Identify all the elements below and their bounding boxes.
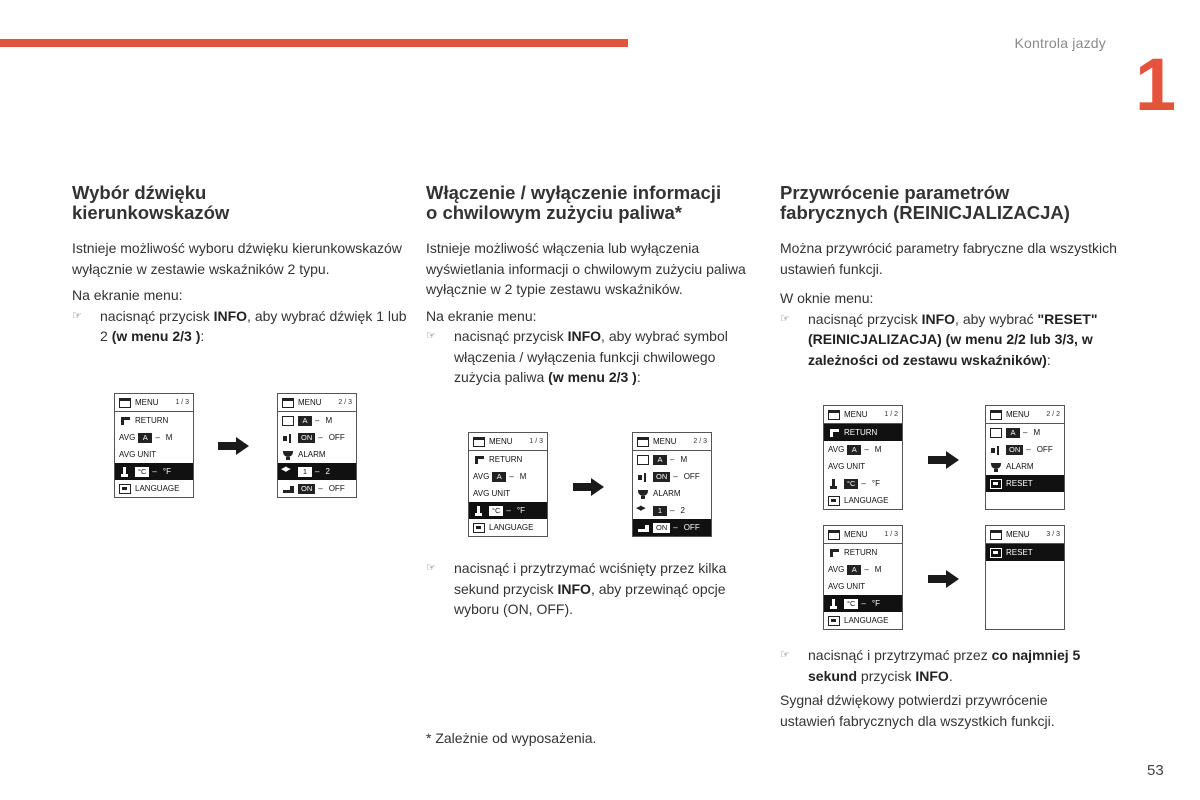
instruction-bullet: ☞ nacisnąć przycisk INFO, aby wybrać symbol włączenia / wyłączenia funkcji chwilowego zużycia paliwa (w menu 2/3 ): — [426, 328, 728, 385]
instruction-bullet-hold: ☞ nacisnąć i przytrzymać wciśnięty przez kilka sekund przycisk INFO, aby przewinąć opcje wyboru (ON, OFF). — [426, 560, 727, 617]
column-heading: Przywrócenie parametrów fabrycznych (REINICJALIZACJA) — [780, 182, 1070, 223]
intro-text: Istnieje możliwość wyboru dźwięku kierunkowskazów wyłącznie w zestawie wskaźników 2 typu. — [72, 240, 402, 277]
fuel-icon — [990, 428, 1002, 438]
intro-text: Istnieje możliwość włączenia lub wyłączenia wyświetlania informacji o chwilowym zużyciu paliwa wyłącznie w 2 typie zestawu wskaźników. — [426, 240, 746, 297]
display-screen-menu-1-2: MENU 1 / 2 RETURN AVG A – M AVG UNIT °C – °F LANGUAGE — [823, 405, 903, 510]
column-heading: Włączenie / wyłączenie informacji o chwilowym zużyciu paliwa* — [426, 182, 722, 223]
instruction-bullet: ☞ nacisnąć przycisk INFO, aby wybrać dźwięk 1 lub 2 (w menu 2/3 ): — [72, 307, 407, 344]
return-icon — [828, 428, 840, 438]
fuel-icon — [637, 455, 649, 465]
thermometer-icon — [828, 599, 840, 609]
fuel-icon — [282, 416, 294, 426]
top-accent-bar — [0, 39, 628, 47]
consumption-icon — [282, 484, 294, 494]
return-icon — [828, 548, 840, 558]
column-instant-consumption — [426, 183, 766, 388]
display-screen-menu-3-3: MENU 3 / 3 RESET — [985, 525, 1065, 630]
pointing-hand-icon: ☞ — [426, 330, 436, 342]
language-icon — [828, 496, 840, 506]
reset-icon — [990, 548, 1002, 558]
menu-icon — [990, 410, 1002, 420]
thermometer-icon — [473, 506, 485, 516]
display-screen-menu-2-3: MENU 2 / 3 A – M ON – OFF ALARM ◀▶ 1 – 2 ON – OFF — [632, 432, 712, 537]
display-screen-menu-2-2: MENU 2 / 2 A – M ON – OFF ALARM RESET — [985, 405, 1065, 510]
screen-label: Na ekranie menu: — [426, 307, 537, 324]
alarm-icon — [990, 462, 1002, 472]
instruction-bullet-hold: ☞ nacisnąć i przytrzymać przez co najmniej 5 sekund przycisk INFO. — [780, 647, 1081, 684]
column-heading: Wybór dźwięku kierunkowskazów — [72, 182, 230, 223]
display-screen-menu-1-3: MENU 1 / 3 RETURN AVG A – M AVG UNIT °C – °F LANGUAGE — [823, 525, 903, 630]
footnote: * Zależnie od wyposażenia. — [426, 730, 597, 746]
display-screen-menu-2-3: MENU 2 / 3 A – M ON – OFF ALARM ◀▶ 1 – 2 ON – OFF — [277, 393, 357, 498]
right-arrow-icon — [218, 437, 250, 455]
intro-text: Można przywrócić parametry fabryczne dla wszystkich ustawień funkcji. — [780, 240, 1117, 277]
screen-label: W oknie menu: — [780, 290, 874, 306]
right-arrow-icon — [928, 570, 960, 588]
thermometer-icon — [119, 467, 131, 477]
language-icon — [119, 484, 131, 494]
right-arrow-icon — [928, 451, 960, 469]
turn-signal-icon — [282, 467, 294, 477]
thermometer-icon — [828, 479, 840, 489]
menu-icon — [473, 437, 485, 447]
return-icon — [119, 416, 131, 426]
return-icon — [473, 455, 485, 465]
language-icon — [473, 523, 485, 533]
speaker-icon — [282, 433, 294, 443]
instruction-bullet: ☞ nacisnąć przycisk INFO, aby wybrać "RESET" (REINICJALIZACJA) (w menu 2/2 lub 3/3, w zależności od zestawu wskaźników): — [780, 310, 1098, 368]
turn-signal-icon — [637, 506, 649, 516]
language-icon — [828, 616, 840, 626]
column-factory-reset — [780, 183, 1120, 370]
pointing-hand-icon: ☞ — [72, 309, 82, 322]
column-turn-signal-sound — [72, 183, 412, 347]
display-screen-menu-1-3: MENU 1 / 3 RETURN AVG A – M AVG UNIT °C – °F LANGUAGE — [468, 432, 548, 537]
reset-icon — [990, 479, 1002, 489]
chapter-number: 1 — [1135, 43, 1174, 126]
menu-icon — [282, 398, 294, 408]
page-number: 53 — [1147, 762, 1164, 779]
alarm-icon — [282, 450, 294, 460]
pointing-hand-icon: ☞ — [780, 649, 790, 661]
section-title: Kontrola jazdy — [1014, 35, 1106, 51]
display-screen-menu-1-3: MENU 1 / 3 RETURN AVG A – M AVG UNIT °C – °F LANGUAGE — [114, 393, 194, 498]
menu-icon — [637, 437, 649, 447]
menu-icon — [828, 410, 840, 420]
pointing-hand-icon: ☞ — [426, 562, 436, 574]
menu-icon — [828, 530, 840, 540]
speaker-icon — [637, 472, 649, 482]
consumption-icon — [637, 523, 649, 533]
screen-label: Na ekranie menu: — [72, 287, 183, 303]
right-arrow-icon — [573, 478, 605, 496]
alarm-icon — [637, 489, 649, 499]
confirmation-text: Sygnał dźwiękowy potwierdzi przywrócenie ustawień fabrycznych dla wszystkich funkcji. — [780, 692, 1055, 729]
speaker-icon — [990, 445, 1002, 455]
menu-icon — [119, 398, 131, 408]
pointing-hand-icon: ☞ — [780, 312, 790, 325]
menu-icon — [990, 530, 1002, 540]
